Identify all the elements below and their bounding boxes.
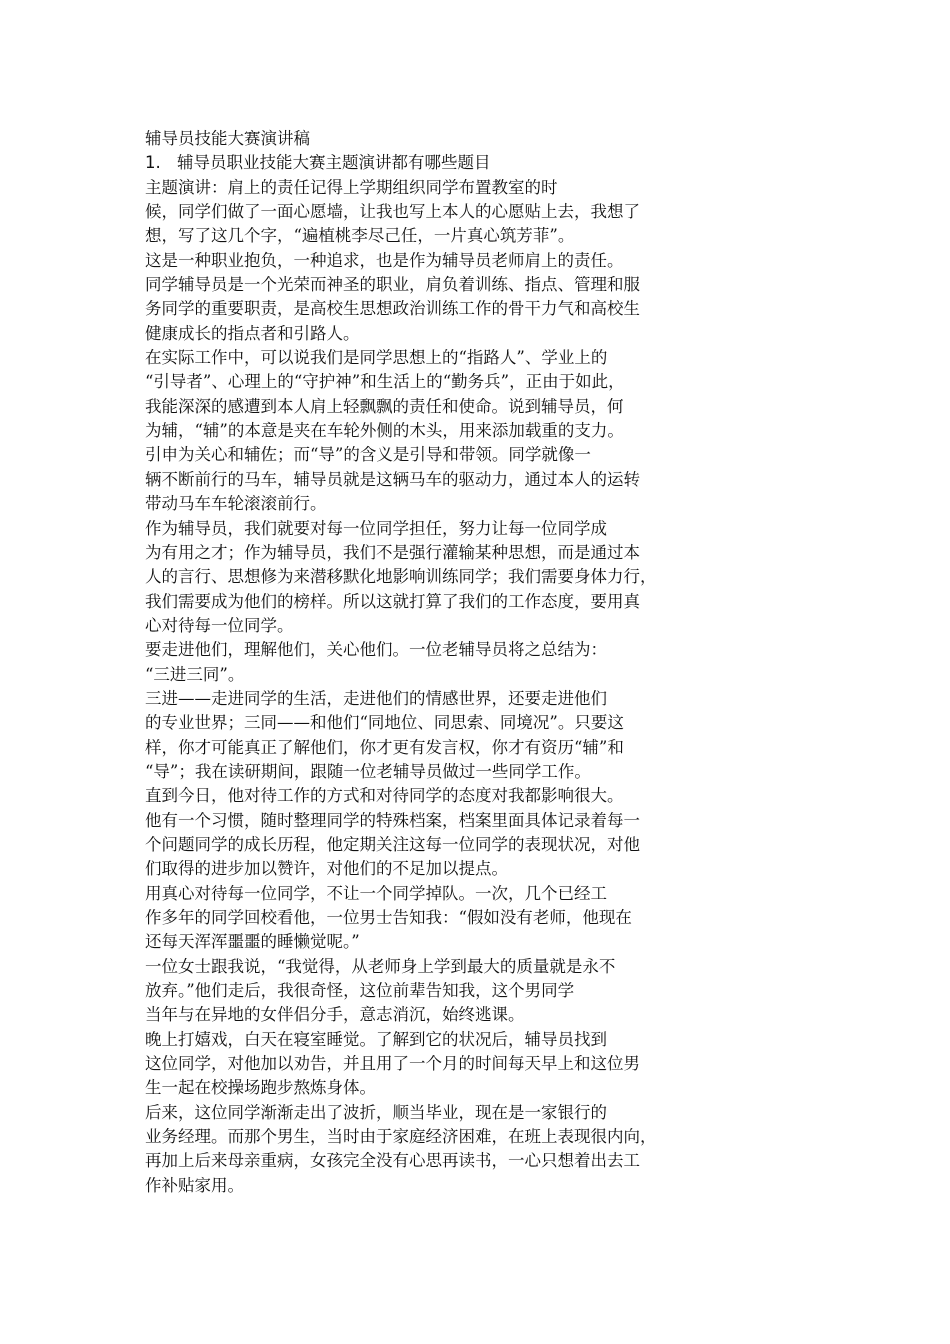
document-title: 辅导员技能大赛演讲稿 <box>145 129 310 148</box>
text-line: 作多年的同学回校看他，一位男士告知我：“假如没有老师，他现在 <box>145 908 632 927</box>
text-line: “三进三同”。 <box>145 664 245 684</box>
text-line: 人的言行、思想修为来潜移默化地影响训练同学；我们需要身体力行， <box>145 567 657 587</box>
text-line: 我们需要成为他们的榜样。所以这就打算了我们的工作态度，要用真 <box>145 591 640 611</box>
text-line: 为有用之才；作为辅导员，我们不是强行灌输某种思想，而是通过本 <box>145 542 640 562</box>
text-line: 引申为关心和辅佐；而“导”的含义是引导和带领。同学就像一 <box>145 445 591 465</box>
text-line: 三进——走进同学的生活，走进他们的情感世界，还要走进他们 <box>145 688 607 708</box>
text-line: 样，你才可能真正了解他们，你才更有发言权，你才有资历“辅”和 <box>145 737 624 757</box>
text-line: “引导者”、心理上的“守护神”和生活上的“勤务兵”，正由于如此， <box>145 372 625 392</box>
text-line: 当年与在异地的女伴侣分手，意志消沉，始终逃课。 <box>145 1005 525 1025</box>
text-line: 同学辅导员是一个光荣而神圣的职业，肩负着训练、指点、管理和服 <box>145 275 640 295</box>
text-line: 们取得的进步加以赞许，对他们的不足加以提点。 <box>145 859 508 879</box>
text-line: 生一起在校操场跑步熬炼身体。 <box>145 1078 376 1098</box>
text-line: 为辅，“辅”的本意是夹在车轮外侧的木头，用来添加载重的支力。 <box>145 421 624 441</box>
section-number: 1. <box>145 153 161 173</box>
text-line: 我能深深的感遭到本人肩上轻飘飘的责任和使命。说到辅导员，何 <box>145 396 624 416</box>
text-line: 晚上打嬉戏，白天在寝室睡觉。了解到它的状况后，辅导员找到 <box>145 1029 607 1049</box>
document-body <box>145 127 745 1198</box>
text-line: 还每天浑浑噩噩的睡懒觉呢。” <box>145 932 360 952</box>
text-line: “导”；我在读研期间，跟随一位老辅导员做过一些同学工作。 <box>145 761 591 781</box>
text-line: 放弃。”他们走后，我很奇怪，这位前辈告知我，这个男同学 <box>145 981 575 1001</box>
text-line: 作补贴家用。 <box>145 1175 244 1195</box>
section-heading <box>145 151 745 175</box>
section-heading-text: 辅导员职业技能大赛主题演讲都有哪些题目 <box>177 153 491 173</box>
text-line: 的专业世界；三同——和他们“同地位、同思索、同境况”。只要这 <box>145 713 624 733</box>
text-line: 务同学的重要职责，是高校生思想政治训练工作的骨干力气和高校生 <box>145 299 640 319</box>
text-line: 主题演讲：肩上的责任记得上学期组织同学布置教室的时 <box>145 177 558 197</box>
text-line: 一位女士跟我说，“我觉得，从老师身上学到最大的质量就是永不 <box>145 956 616 976</box>
text-line: 个问题同学的成长历程，他定期关注这每一位同学的表现状况，对他 <box>145 834 640 854</box>
text-line: 后来，这位同学渐渐走出了波折，顺当毕业，现在是一家银行的 <box>145 1102 607 1122</box>
text-line: 在实际工作中，可以说我们是同学思想上的“指路人”、学业上的 <box>145 348 608 368</box>
text-line: 用真心对待每一位同学，不让一个同学掉队。一次，几个已经工 <box>145 883 607 903</box>
text-line: 想，写了这几个字，“遍植桃李尽己任，一片真心筑芳菲”。 <box>145 226 575 246</box>
text-line: 候，同学们做了一面心愿墙，让我也写上本人的心愿贴上去，我想了 <box>145 202 640 222</box>
text-line: 作为辅导员，我们就要对每一位同学担任，努力让每一位同学成 <box>145 518 607 538</box>
text-line: 心对待每一位同学。 <box>145 615 294 635</box>
text-line: 业务经理。而那个男生，当时由于家庭经济困难，在班上表现很内向， <box>145 1127 657 1147</box>
text-line: 带动马车车轮滚滚前行。 <box>145 494 327 514</box>
text-line: 辆不断前行的马车，辅导员就是这辆马车的驱动力，通过本人的运转 <box>145 469 640 489</box>
text-line: 健康成长的指点者和引路人。 <box>145 323 360 343</box>
text-line: 这位同学，对他加以劝告，并且用了一个月的时间每天早上和这位男 <box>145 1054 640 1074</box>
text-line: 他有一个习惯，随时整理同学的特殊档案，档案里面具体记录着每一 <box>145 810 640 830</box>
text-line: 直到今日，他对待工作的方式和对待同学的态度对我都影响很大。 <box>145 786 624 806</box>
text-line: 这是一种职业抱负，一种追求，也是作为辅导员老师肩上的责任。 <box>145 250 624 270</box>
text-line: 要走进他们，理解他们，关心他们。一位老辅导员将之总结为： <box>145 640 607 660</box>
body-text <box>145 176 745 1198</box>
text-line: 再加上后来母亲重病，女孩完全没有心思再读书，一心只想着出去工 <box>145 1151 640 1171</box>
